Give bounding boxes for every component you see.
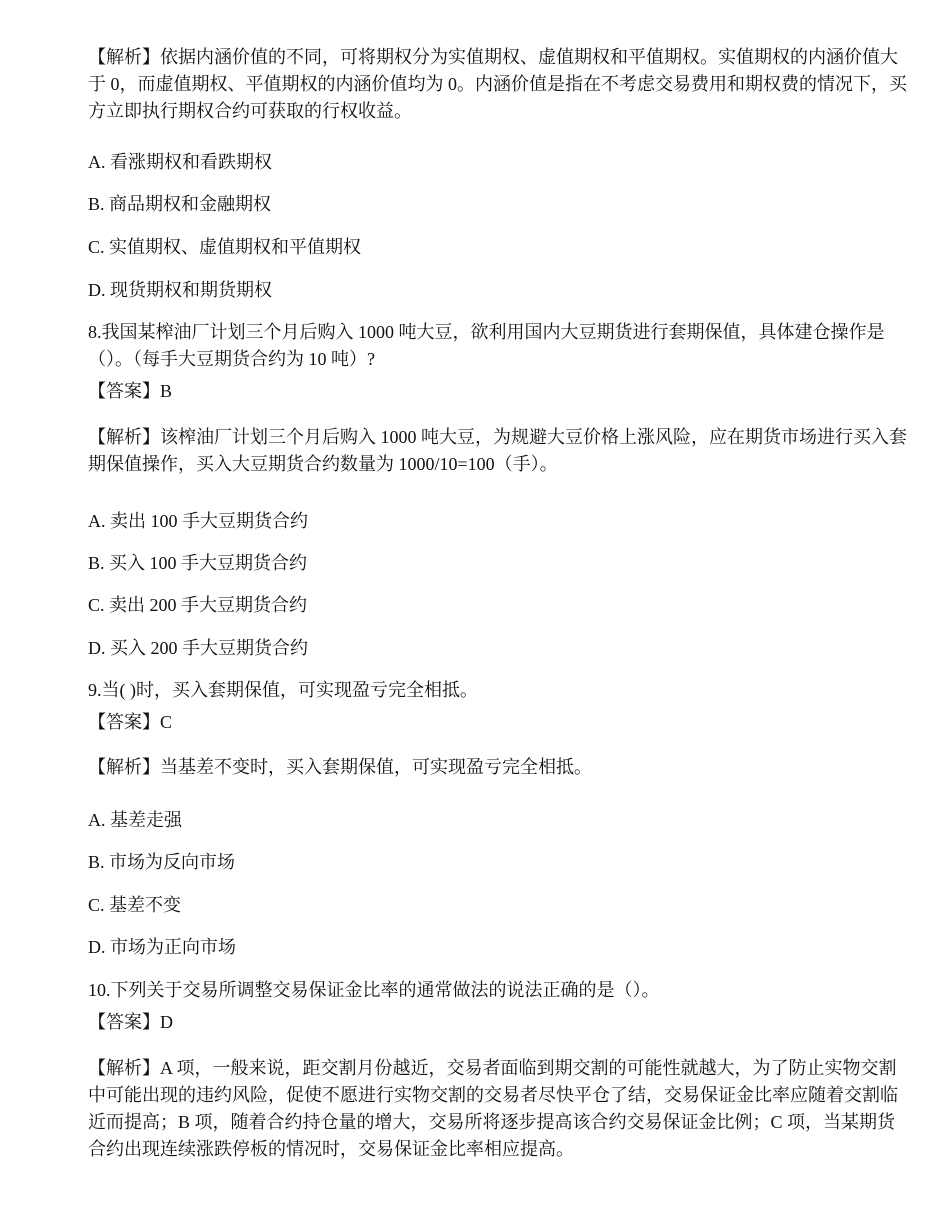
q7-option-c: C. 实值期权、虚值期权和平值期权 <box>88 237 362 257</box>
q9-option-a: A. 基差走强 <box>88 810 182 830</box>
q7-analysis: 【解析】依据内涵价值的不同，可将期权分为实值期权、虚值期权和平值期权。实值期权的内涵价值大于 0，而虚值期权、平值期权的内涵价值均为 0。内涵价值是指在不考虑交易费用和期权费的情况下，买方立即执行期权合约可获取的行权收益。 <box>88 47 907 121</box>
q8-answer: 【答案】B <box>88 381 173 401</box>
q7-option-b: B. 商品期权和金融期权 <box>88 194 272 214</box>
q8-option-a: A. 卖出 100 手大豆期货合约 <box>88 511 308 531</box>
q9-option-c: C. 基差不变 <box>88 895 182 915</box>
q10-analysis: 【解析】A 项，一般来说，距交割月份越近，交易者面临到期交割的可能性就越大，为了防止实物交割中可能出现的违约风险，促使不愿进行实物交割的交易者尽快平仓了结，交易保证金比率应随着交割临近而提高；B 项，随着合约持仓量的增大，交易所将逐步提高该合约交易保证金比例；C 项，当某期货合约出现连续涨跌停板的情况时，交易保证金比率相应提高。 <box>88 1058 898 1159</box>
q10-answer: 【答案】D <box>88 1012 173 1032</box>
q8-option-b: B. 买入 100 手大豆期货合约 <box>88 553 308 573</box>
q7-option-d: D. 现货期权和期货期权 <box>88 280 272 300</box>
q8-option-c: C. 卖出 200 手大豆期货合约 <box>88 595 308 615</box>
q9-answer: 【答案】C <box>88 712 173 732</box>
q10-question: 10.下列关于交易所调整交易保证金比率的通常做法的说法正确的是（）。 <box>88 980 660 1000</box>
q8-option-d: D. 买入 200 手大豆期货合约 <box>88 638 308 658</box>
q9-option-d: D. 市场为正向市场 <box>88 937 236 957</box>
q9-question: 9.当( )时，买入套期保值，可实现盈亏完全相抵。 <box>88 680 478 700</box>
q8-analysis: 【解析】该榨油厂计划三个月后购入 1000 吨大豆，为规避大豆价格上涨风险，应在期货市场进行买入套期保值操作，买入大豆期货合约数量为 1000/10=100（手）。 <box>88 427 907 474</box>
q9-analysis: 【解析】当基差不变时，买入套期保值，可实现盈亏完全相抵。 <box>88 757 592 777</box>
q9-option-b: B. 市场为反向市场 <box>88 852 236 872</box>
q7-option-a: A. 看涨期权和看跌期权 <box>88 152 272 172</box>
q8-question: 8.我国某榨油厂计划三个月后购入 1000 吨大豆，欲利用国内大豆期货进行套期保值，具体建仓操作是（）。（每手大豆期货合约为 10 吨）? <box>88 322 885 369</box>
